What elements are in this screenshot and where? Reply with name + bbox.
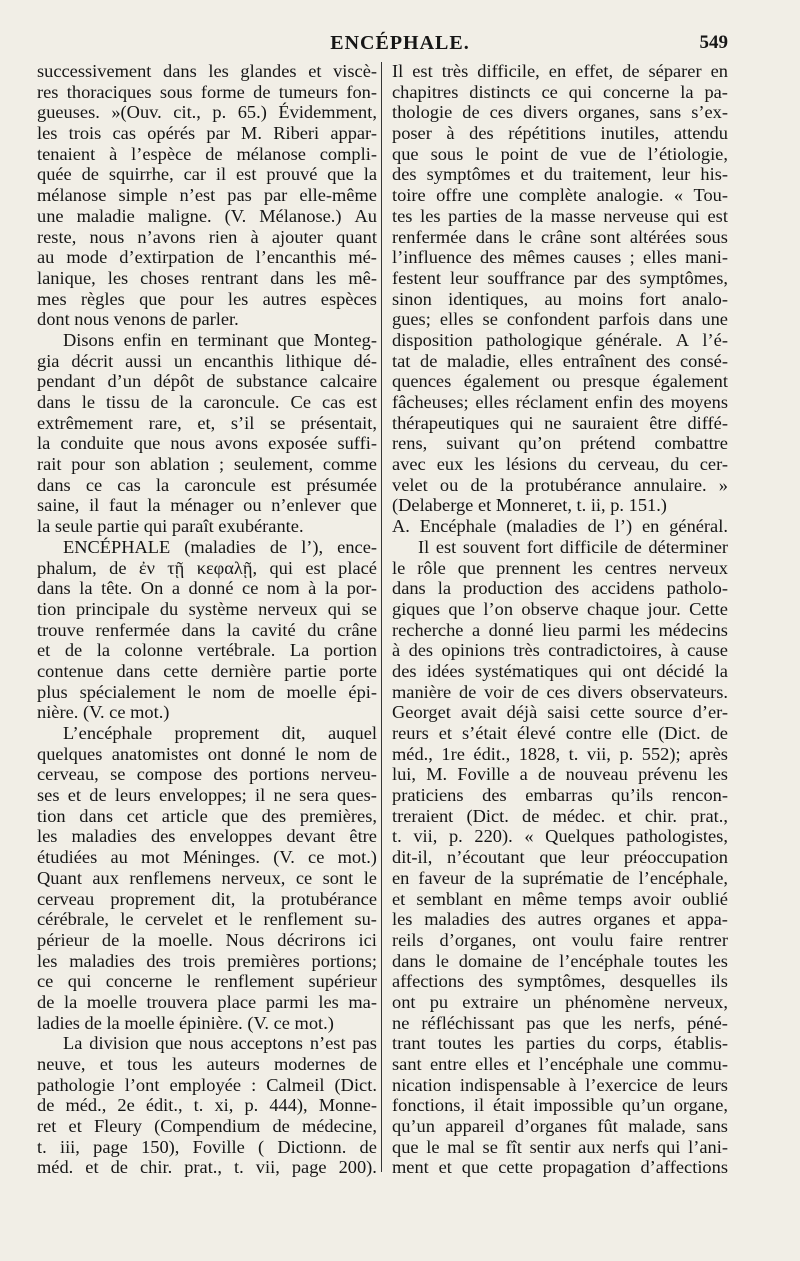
text-line: le rôle que prennent les centres nerveux: [392, 557, 728, 578]
text-line: giques que l’on observe chaque jour. Cette: [392, 598, 728, 619]
text-line: une maladie maligne. (V. Mélanose.) Au: [37, 205, 377, 226]
text-line: Quant aux renflemens nerveux, ce sont le: [37, 867, 377, 888]
text-line: extrêmement rare, et, s’il se présentait,: [37, 412, 377, 433]
text-line: lui, M. Foville a de nouveau prévenu les: [392, 764, 728, 785]
text-line: fonctions, il était impossible qu’un organe,: [392, 1095, 728, 1116]
text-line: disposition pathologique générale. A l’é-: [392, 329, 728, 350]
text-line: des symptômes et du traitement, leur his-: [392, 164, 728, 185]
text-line: contenue dans cette dernière partie porte: [37, 660, 377, 681]
text-line: mes règles que pour les autres espèces: [37, 288, 377, 309]
text-line: ENCÉPHALE (maladies de l’), ence-: [63, 536, 377, 557]
text-line: dans la production des accidens patholo-: [392, 578, 728, 599]
text-line: (Delaberge et Monneret, t. ii, p. 151.): [392, 495, 667, 516]
text-line: gia décrit aussi un encanthis lithique dé-: [37, 350, 377, 371]
text-line: Georget avait déjà saisi cette source d’er-: [392, 702, 728, 723]
text-line: fâcheuses; elles réclament enfin des moyens: [392, 392, 728, 412]
text-line: dans ce cas la caroncule est présumée: [37, 474, 377, 495]
text-line: tion principale du système nerveux qui se: [37, 598, 377, 619]
text-line: ret et Fleury (Compendium de médecine,: [37, 1116, 377, 1137]
text-line: velet ou de la protubérance annulaire. »: [392, 474, 728, 495]
text-line: au mode d’extirpation de l’encanthis mé-: [37, 247, 377, 268]
left-column: [37, 61, 377, 1178]
text-line: ses et de leurs enveloppes; il ne sera ques-: [37, 785, 377, 806]
text-line: des idées systématiques qui ont décidé la: [392, 660, 728, 681]
text-line: de la moelle trouvera place parmi les ma-: [37, 991, 377, 1012]
text-line: l’influence des mêmes causes ; elles mani-: [392, 247, 728, 268]
text-line: la conduite que nous avons exposée suffi-: [37, 433, 377, 454]
text-line: nication indispensable à l’exercice de leurs: [392, 1074, 728, 1095]
text-line: dont nous venons de parler.: [37, 309, 239, 330]
text-line: chapitres distincts ce qui concerne la pa-: [392, 81, 728, 102]
text-line: affections des symptômes, desquelles ils: [392, 971, 728, 992]
text-line: les maladies des enveloppes devant être: [37, 826, 377, 847]
text-line: saine, il faut la ménager ou n’enlever que: [37, 495, 377, 516]
text-line: dans le tissu de la caroncule. Ce cas est: [37, 392, 377, 412]
text-line: treraient (Dict. de médec. et chir. prat.,: [392, 805, 728, 826]
text-line: sinon identiques, au moins fort analo-: [392, 288, 728, 309]
text-line: Il est souvent fort difficile de déterminer: [418, 536, 728, 557]
text-line: tat de maladie, elles entraînent des consé-: [392, 350, 728, 371]
text-line: et semblant en même temps avoir oublié: [392, 888, 728, 909]
text-line: ladies de la moelle épinière. (V. ce mot.): [37, 1012, 334, 1033]
text-line: avec eux les lésions du cerveau, du cer-: [392, 454, 728, 475]
text-line: recherche a donné lieu parmi les médecins: [392, 619, 728, 640]
text-line: phalum, de ἐν τῇ κεφαλῇ, qui est placé: [37, 557, 377, 578]
text-line: ce qui concerne le renflement supérieur: [37, 971, 377, 992]
text-line: thérapeutiques qui ne sauraient être diffé-: [392, 412, 728, 433]
text-line: que sous le point de vue de l’étiologie,: [392, 143, 728, 164]
text-line: t. vii, p. 220). « Quelques pathologistes,: [392, 826, 728, 847]
text-line: ment et que cette propagation d’affections: [392, 1157, 728, 1178]
text-line: les maladies des autres organes et appa-: [392, 909, 728, 930]
text-line: manière de voir de ces divers observateurs.: [392, 681, 728, 702]
text-line: en faveur de la suprématie de l’encéphale,: [392, 867, 728, 888]
text-line: quelques anatomistes ont donné le nom de: [37, 743, 377, 764]
text-line: de méd., 2e édit., t. xi, p. 444), Monne-: [37, 1095, 377, 1116]
text-line: la seule partie qui paraît exubérante.: [37, 516, 304, 537]
text-line: lanique, les choses rentrant dans les mê-: [37, 267, 377, 288]
text-line: les maladies des trois premières portions;: [37, 950, 377, 971]
text-line: ont pu extraire un phénomène nerveux,: [392, 991, 728, 1012]
text-line: méd., 1re édit., 1828, t. vii, p. 552); après: [392, 743, 728, 764]
right-column: [392, 61, 728, 1178]
text-line: quences également ou presque également: [392, 371, 728, 392]
text-line: sant entre elles et l’encéphale une commu-: [392, 1054, 728, 1074]
text-line: à des opinions très contradictoires, à cause: [392, 640, 728, 661]
text-line: toire offre une complète analogie. « Tou-: [392, 185, 728, 206]
text-line: pathologie l’ont employée : Calmeil (Dict.: [37, 1074, 377, 1095]
text-line: cerveau, se compose des portions nerveu-: [37, 764, 377, 785]
text-line: successivement dans les glandes et viscè-: [37, 61, 377, 81]
text-line: mélanose simple n’est pas par elle-même: [37, 185, 377, 206]
text-line: nière. (V. ce mot.): [37, 702, 170, 723]
text-line: trant toutes les parties du corps, établis-: [392, 1033, 728, 1054]
text-line: Disons enfin en terminant que Monteg-: [63, 329, 377, 350]
text-line: étudiées au mot Méninges. (V. ce mot.): [37, 847, 377, 868]
text-line: dans le domaine de l’encéphale toutes les: [392, 950, 728, 971]
text-line: cérébrale, le cervelet et le renflement su-: [37, 909, 377, 930]
text-line: rait pour son ablation ; seulement, comme: [37, 454, 377, 475]
text-line: dit-il, n’écoutant que leur préoccupation: [392, 847, 728, 868]
text-line: gues; elles se confondent parfois dans une: [392, 309, 728, 330]
text-line: rens, suivant qu’on prétend combattre: [392, 433, 728, 454]
running-header: [0, 28, 800, 62]
text-line: et de la colonne vertébrale. La portion: [37, 640, 377, 661]
text-line: reurs et s’était élevé contre elle (Dict. de: [392, 723, 728, 743]
text-line: La division que nous acceptons n’est pas: [63, 1033, 377, 1054]
text-line: périeur de la moelle. Nous décrirons ici: [37, 929, 377, 950]
text-line: ne réfléchissant pas que les nerfs, péné-: [392, 1012, 728, 1033]
text-line: reste, nous n’avons rien à ajouter quant: [37, 226, 377, 247]
text-line: dans la tête. On a donné ce nom à la por-: [37, 578, 377, 599]
text-line: les trois cas opérés par M. Riberi appar-: [37, 123, 377, 144]
text-line: praticiens des embarras qu’ils rencon-: [392, 785, 728, 806]
text-line: tenaient à l’espèce de mélanose compli-: [37, 143, 377, 164]
text-line: méd. et de chir. prat., t. vii, page 200).: [37, 1157, 377, 1178]
text-line: trouve renfermée dans la cavité du crâne: [37, 619, 377, 640]
text-line: que le mal se fît sentir aux nerfs qui l’ani-: [392, 1136, 728, 1157]
text-line: L’encéphale proprement dit, auquel: [63, 723, 377, 743]
text-line: reils d’organes, ont voulu faire rentrer: [392, 929, 728, 950]
text-line: tion dans cet article que des premières,: [37, 805, 377, 826]
column-divider: [381, 62, 382, 1172]
text-line: poser à des répétitions inutiles, attendu: [392, 123, 728, 144]
text-line: renfermée dans le crâne sont altérées sous: [392, 226, 728, 247]
running-title: ENCÉPHALE.: [330, 32, 470, 54]
text-line: pendant d’un dépôt de substance calcaire: [37, 371, 377, 392]
text-line: t. iii, page 150), Foville ( Dictionn. de: [37, 1136, 377, 1157]
text-line: tes les parties de la masse nerveuse qui est: [392, 205, 728, 226]
text-line: thologie de ces divers organes, sans s’ex-: [392, 102, 728, 123]
text-line: qu’un appareil d’organes fût malade, sans: [392, 1116, 728, 1137]
text-line: neuve, et tous les auteurs modernes de: [37, 1054, 377, 1074]
text-line: gueuses. »(Ouv. cit., p. 65.) Évidemment,: [37, 102, 377, 123]
text-line: res thoraciques sous forme de tumeurs fon-: [37, 81, 377, 102]
text-line: Il est très difficile, en effet, de séparer en: [392, 61, 728, 81]
page-number: 549: [699, 32, 728, 53]
text-line: quée de squirrhe, car il est prouvé que la: [37, 164, 377, 185]
text-line: festent leur souffrance par des symptômes,: [392, 267, 728, 288]
text-line: plus spécialement le nom de moelle épi-: [37, 681, 377, 702]
text-line: cerveau proprement dit, la protubérance: [37, 888, 377, 909]
text-line: A. Encéphale (maladies de l’) en général.: [392, 516, 728, 537]
